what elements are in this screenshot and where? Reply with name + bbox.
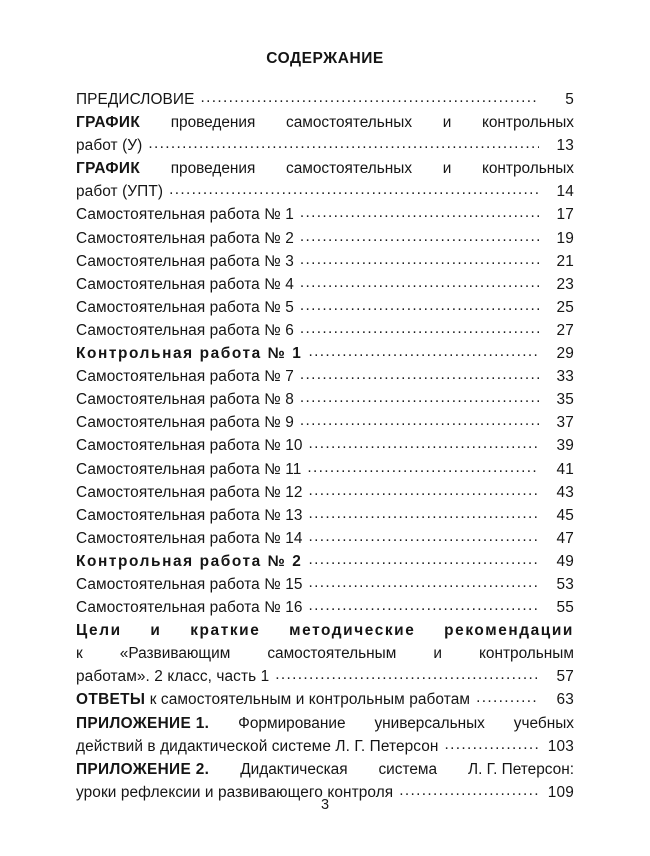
toc-entry-line (76, 342, 574, 365)
toc-entry[interactable] (76, 157, 574, 203)
toc-entry-text (76, 619, 574, 642)
toc-entry-line (76, 157, 574, 180)
toc-entry-line (76, 411, 574, 434)
toc-page-number: 55 (556, 599, 574, 617)
toc-entry-line (76, 665, 574, 688)
toc-entry[interactable] (76, 596, 574, 619)
toc-word: система (378, 760, 438, 778)
toc-page-number: 33 (556, 368, 574, 386)
toc-word: учебных (513, 714, 574, 732)
toc-entry-line (76, 88, 574, 111)
toc-entry-line (76, 642, 574, 665)
toc-entry-text (76, 111, 574, 134)
toc-entry[interactable] (76, 458, 574, 481)
toc-entry-text: Самостоятельная работа № 6 (76, 321, 294, 339)
toc-page-number: 41 (556, 460, 574, 478)
toc-page-number: 53 (556, 575, 574, 593)
toc-entry[interactable] (76, 342, 574, 365)
toc-word: и (442, 160, 452, 178)
toc-entry-line (76, 250, 574, 273)
toc-entry-text: Контрольная работа № 2 (76, 552, 303, 570)
dot-leader (309, 504, 539, 525)
toc-entry[interactable] (76, 250, 574, 273)
dot-leader (300, 273, 539, 294)
toc-entry-line (76, 550, 574, 573)
toc-page-number: 13 (556, 137, 574, 155)
toc-entry-line (76, 296, 574, 319)
toc-entry-text: Самостоятельная работа № 13 (76, 506, 303, 524)
toc-entry[interactable] (76, 273, 574, 296)
toc-entry[interactable] (76, 319, 574, 342)
dot-leader (300, 227, 539, 248)
toc-entry-line (76, 527, 574, 550)
toc-entry-line (76, 458, 574, 481)
toc-word: и (433, 645, 442, 663)
toc-entry-text: работ (УПТ) (76, 183, 164, 201)
toc-entry[interactable] (76, 619, 574, 688)
toc-word: «Развивающим (119, 645, 231, 663)
toc-page-number: 49 (556, 552, 574, 570)
toc-word: краткие (190, 622, 261, 640)
toc-entry-text: работам». 2 класс, часть 1 (76, 668, 270, 686)
toc-entry-text: действий в дидактической системе Л. Г. Петерсон (76, 737, 439, 755)
dot-leader (445, 735, 540, 756)
toc-word: рекомендации (444, 622, 574, 640)
toc-entry-text: Самостоятельная работа № 14 (76, 529, 303, 547)
toc-entry-line (76, 504, 574, 527)
toc-entry-text: Самостоятельная работа № 3 (76, 252, 294, 270)
dot-leader (300, 388, 539, 409)
toc-page-number: 37 (556, 414, 574, 432)
page-folio-number: 3 (320, 797, 330, 813)
toc-entry-text: уроки рефлексии и развивающего контроля (76, 783, 394, 801)
toc-page-number: 63 (556, 691, 574, 709)
toc-entry-line (76, 758, 574, 781)
toc-entry-line (76, 434, 574, 457)
dot-leader (300, 250, 539, 271)
dot-leader (308, 550, 539, 571)
toc-entry-text: Самостоятельная работа № 10 (76, 437, 303, 455)
toc-entry-text (76, 642, 574, 665)
dot-leader (169, 180, 539, 201)
toc-entry-line (76, 619, 574, 642)
toc-word: к (76, 645, 83, 663)
toc-entry-text (76, 758, 574, 781)
toc-word: самостоятельным (267, 645, 397, 663)
toc-word: проведения (170, 114, 256, 132)
dot-leader (300, 365, 539, 386)
toc-entry-text: Самостоятельная работа № 11 (76, 460, 302, 478)
toc-entry-line (76, 688, 574, 711)
toc-page-number: 23 (556, 275, 574, 293)
dot-leader (309, 573, 539, 594)
toc-entry[interactable] (76, 388, 574, 411)
toc-entry-line (76, 388, 574, 411)
dot-leader (309, 596, 539, 617)
table-of-contents (76, 88, 574, 804)
toc-page-number: 35 (556, 391, 574, 409)
toc-entry-text (76, 712, 574, 735)
dot-leader (307, 458, 539, 479)
toc-entry-text: работ (У) (76, 137, 143, 155)
toc-word: самостоятельных (286, 114, 413, 132)
toc-entry[interactable] (76, 712, 574, 758)
toc-page-number: 45 (556, 506, 574, 524)
toc-entry[interactable] (76, 88, 574, 111)
toc-page-number: 109 (547, 783, 574, 801)
toc-page-number: 19 (556, 229, 574, 247)
toc-entry-text: Самостоятельная работа № 2 (76, 229, 294, 247)
toc-page-number: 21 (556, 252, 574, 270)
toc-entry-line (76, 735, 574, 758)
dot-leader (309, 434, 539, 455)
page-title: СОДЕРЖАНИЕ (266, 50, 384, 67)
dot-leader (309, 481, 539, 502)
dot-leader (200, 88, 539, 109)
toc-entry-text: Самостоятельная работа № 16 (76, 599, 303, 617)
toc-word: Цели (76, 622, 122, 640)
toc-word: Формирование (238, 714, 346, 732)
toc-page-number: 47 (556, 529, 574, 547)
toc-entry[interactable] (76, 365, 574, 388)
toc-entry-text: Самостоятельная работа № 9 (76, 414, 294, 432)
toc-entry-line (76, 180, 574, 203)
toc-page-number: 29 (556, 345, 574, 363)
toc-entry-text: ОТВЕТЫ к самостоятельным и контрольным работам (76, 691, 471, 709)
toc-page-number: 57 (556, 668, 574, 686)
toc-word: и (442, 114, 452, 132)
dot-leader (476, 688, 539, 709)
toc-entry[interactable] (76, 203, 574, 226)
toc-word: контрольным (479, 645, 574, 663)
toc-entry[interactable] (76, 411, 574, 434)
toc-entry-text: Самостоятельная работа № 1 (76, 206, 294, 224)
toc-entry-line (76, 203, 574, 226)
toc-entry[interactable] (76, 434, 574, 457)
toc-word: самостоятельных (286, 160, 413, 178)
toc-entry-text: Самостоятельная работа № 7 (76, 368, 294, 386)
toc-entry-text: Самостоятельная работа № 5 (76, 298, 294, 316)
toc-entry[interactable] (76, 481, 574, 504)
toc-page-number: 17 (556, 206, 574, 224)
toc-word: ГРАФИК (76, 114, 141, 132)
dot-leader (300, 411, 539, 432)
toc-entry-line (76, 273, 574, 296)
toc-word: ПРИЛОЖЕНИЕ 2. (76, 760, 210, 778)
toc-entry-line (76, 712, 574, 735)
toc-page-number: 27 (556, 321, 574, 339)
toc-entry-text: Самостоятельная работа № 15 (76, 575, 303, 593)
dot-leader (308, 342, 539, 363)
toc-word: универсальных (374, 714, 485, 732)
toc-entry-text: Контрольная работа № 1 (76, 345, 303, 363)
toc-page-number: 25 (556, 298, 574, 316)
toc-word: методические (289, 622, 416, 640)
toc-word: контрольных (481, 160, 574, 178)
toc-entry[interactable] (76, 296, 574, 319)
dot-leader (275, 665, 539, 686)
toc-entry[interactable] (76, 550, 574, 573)
toc-entry[interactable] (76, 688, 574, 711)
toc-entry-line (76, 481, 574, 504)
dot-leader (300, 296, 539, 317)
toc-entry[interactable] (76, 573, 574, 596)
toc-word: контрольных (481, 114, 574, 132)
dot-leader (309, 527, 539, 548)
toc-word: и (150, 622, 162, 640)
toc-entry[interactable] (76, 227, 574, 250)
toc-entry[interactable] (76, 111, 574, 157)
toc-word: ГРАФИК (76, 160, 141, 178)
dot-leader (300, 319, 539, 340)
toc-entry-line (76, 573, 574, 596)
toc-entry-text: ПРЕДИСЛОВИЕ (76, 91, 195, 108)
toc-entry-text: Самостоятельная работа № 12 (76, 483, 303, 501)
toc-word: Дидактическая (240, 760, 348, 778)
toc-entry[interactable] (76, 504, 574, 527)
toc-page-number: 14 (556, 183, 574, 201)
toc-entry-text: Самостоятельная работа № 4 (76, 275, 294, 293)
toc-word: проведения (170, 160, 256, 178)
toc-entry-line (76, 134, 574, 157)
toc-word: Л. Г. Петерсон: (468, 760, 574, 778)
toc-entry-text (76, 157, 574, 180)
toc-entry-line (76, 227, 574, 250)
toc-page-number: 5 (565, 91, 574, 108)
dot-leader (148, 134, 539, 155)
toc-page-number: 43 (556, 483, 574, 501)
toc-entry-line (76, 365, 574, 388)
dot-leader (300, 203, 539, 224)
toc-entry-line (76, 319, 574, 342)
toc-page-number: 103 (547, 737, 574, 755)
toc-entry-line (76, 111, 574, 134)
toc-page-number: 39 (556, 437, 574, 455)
toc-entry[interactable] (76, 527, 574, 550)
toc-entry-text: Самостоятельная работа № 8 (76, 391, 294, 409)
toc-entry-line (76, 596, 574, 619)
toc-word: ПРИЛОЖЕНИЕ 1. (76, 714, 210, 732)
